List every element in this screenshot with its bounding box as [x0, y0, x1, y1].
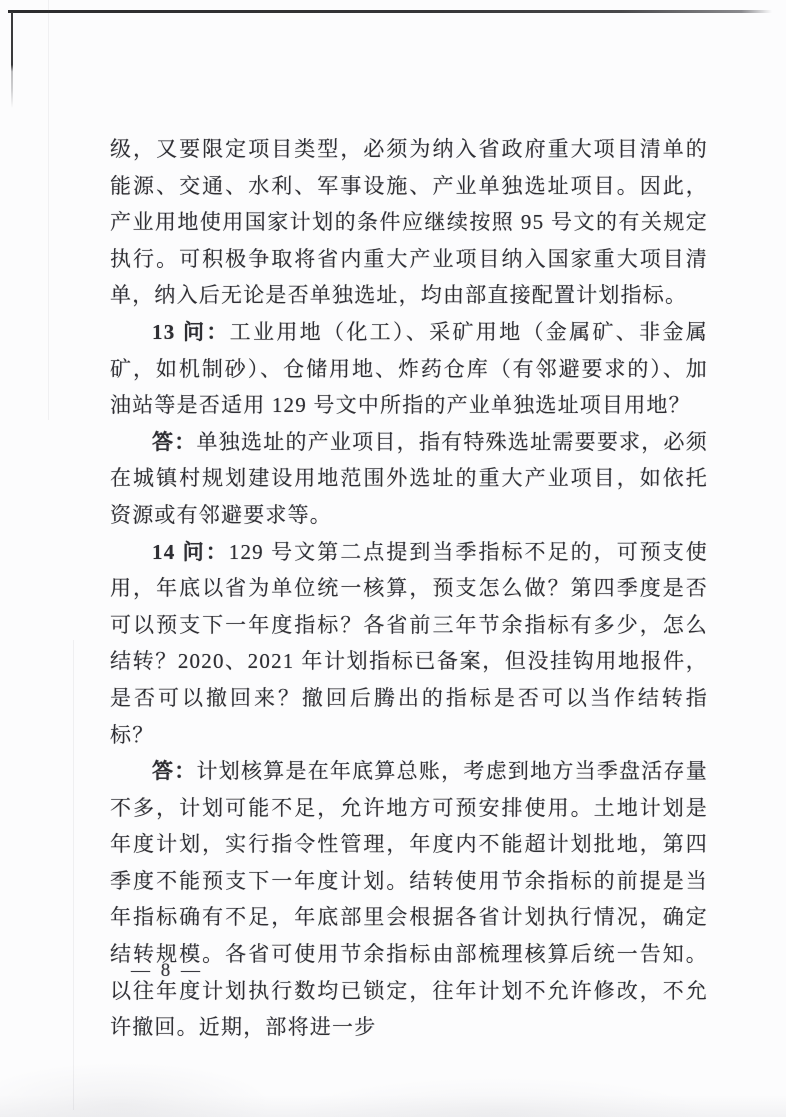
page-number: — 8 — [131, 960, 203, 981]
answer-13-text: 单独选址的产业项目，指有特殊选址需要要求，必须在城镇村规划建设用地范围外选址的重大产业项目，如依托资源或有邻避要求等。 [110, 429, 708, 527]
paragraph-answer-14 [110, 753, 708, 1046]
paragraph-answer-13 [110, 424, 708, 534]
scan-artifact-line [48, 0, 49, 420]
paragraph-question-13 [110, 314, 708, 424]
scan-left-edge-line [11, 12, 13, 108]
paragraph-text: 级，又要限定项目类型，必须为纳入省政府重大项目清单的能源、交通、水利、军事设施、产业单独选址项目。因此，产业用地使用国家计划的条件应继续按照 95 号文的有关规定执行。可积极争取将省内重大产业项目纳入国家重大项目清单，纳入后无论是否单独选址，均由部直接配置计划指标。 [110, 137, 708, 308]
document-body [110, 131, 708, 1046]
paragraph-question-14 [110, 534, 708, 754]
answer-13-label: 答： [152, 429, 197, 454]
paragraph-continuation [110, 131, 708, 314]
question-13-text: 工业用地（化工）、采矿用地（金属矿、非金属矿，如机制砂）、仓储用地、炸药仓库（有邻避要求的）、加油站等是否适用 129 号文中所指的产业单独选址项目用地？ [110, 319, 709, 418]
question-14-label: 14 问： [152, 539, 229, 564]
scan-top-edge-line [8, 10, 772, 13]
answer-14-label: 答： [152, 759, 197, 784]
answer-14-text: 计划核算是在年底算总账，考虑到地方当季盘活存量不多，计划可能不足，允许地方可预安排使用。土地计划是年度计划，实行指令性管理，年度内不能超计划批地，第四季度不能预支下一年度计划。结转使用节余指标的前提是当年指标确有不足，年底部里会根据各省计划执行情况，确定结转规模。各省可使用节余指标由部梳理核算后统一告知。以往年度计划执行数均已锁定，往年计划不允许修改，不允许撤回。近期，部将进一步 [110, 759, 708, 1040]
question-13-label: 13 问： [152, 319, 230, 344]
question-14-text: 129 号文第二点提到当季指标不足的，可预支使用，年底以省为单位统一核算，预支怎么做？第四季度是否可以预支下一年度指标？各省前三年节余指标有多少，怎么结转？2020、2021 年计划指标已备案，但没挂钩用地报件，是否可以撤回来？撤回后腾出的指标是否可以当作结转指标？ [110, 539, 708, 747]
scan-bottom-shade [0, 1095, 786, 1117]
scan-artifact-line [73, 640, 74, 1110]
